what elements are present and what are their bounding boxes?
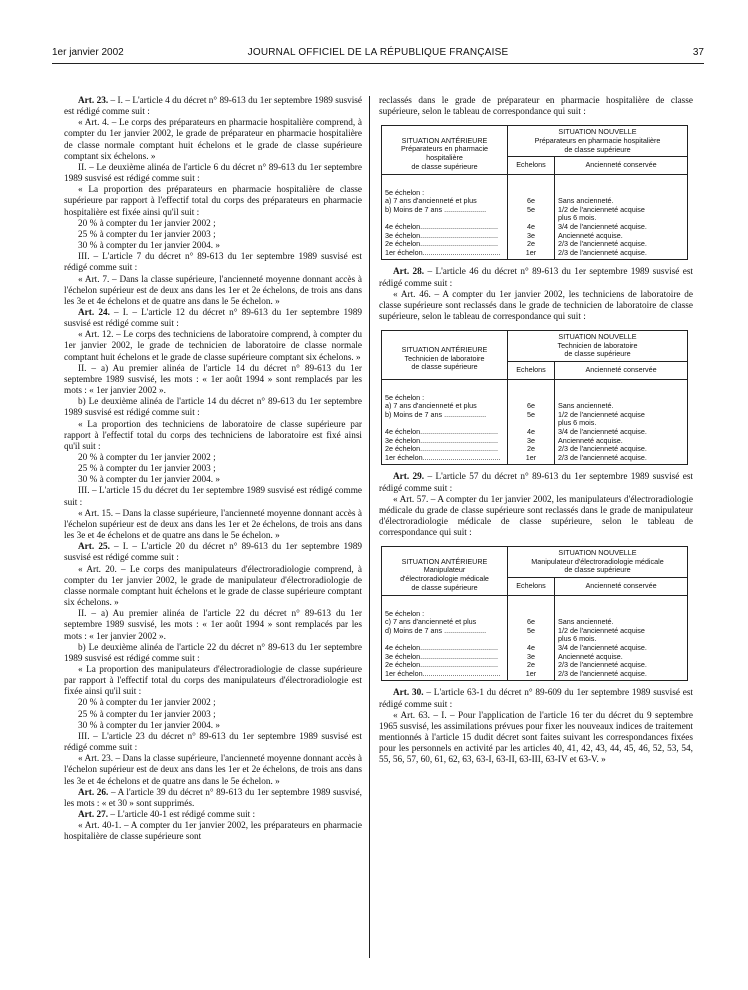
paragraph-text: « La proportion des préparateurs en pharmacie hospitalière de classe supérieure par rapport à l'effectif total du corps des préparateurs en pharmacie hospitalière est fixée ainsi qu'il suit : <box>64 185 362 218</box>
text-paragraph <box>64 754 362 787</box>
text-paragraph <box>64 163 362 185</box>
article-number: Art. 25. <box>78 542 110 553</box>
table-cell <box>558 394 684 403</box>
table-cell <box>511 635 551 644</box>
table-cell: 3/4 de l'ancienneté acquise. <box>558 427 647 436</box>
table-cell: 1/2 de l'ancienneté acquise <box>558 626 645 635</box>
article-paragraph <box>64 542 362 564</box>
header-line: SITUATION ANTÉRIEURE <box>401 135 488 145</box>
table-cell <box>385 214 504 223</box>
text-paragraph <box>64 420 362 453</box>
paragraph-text: 20 % à compter du 1er janvier 2002 ; <box>78 218 216 229</box>
col-body-echelons <box>508 595 555 681</box>
paragraph-text: « Art. 23. – Dans la classe supérieure, l'ancienneté moyenne donnant accès à l'échelon supérieur est de deux ans dans les 1er et 2e échelons, de trois ans dans les 3e et 4e échelons et de quatre ans dans le 5e échelon. » <box>64 754 362 787</box>
table-cell: 3e <box>527 652 535 661</box>
table-cell: 3e <box>527 436 535 445</box>
column-divider <box>369 96 370 958</box>
paragraph-text: 25 % à compter du 1er janvier 2003 ; <box>78 464 216 475</box>
header-line: hospitalière <box>426 153 463 162</box>
text-paragraph <box>64 453 362 464</box>
table-cell <box>511 419 551 428</box>
paragraph-text: III. – L'article 7 du décret n° 89-613 du 1er septembre 1989 susvisé est rédigé comme suit : <box>64 252 362 274</box>
table-cell: 3/4 de l'ancienneté acquise. <box>558 644 647 653</box>
col-body-anciennete <box>555 595 688 681</box>
left-column <box>64 96 362 843</box>
table-cell: 5e <box>527 410 535 419</box>
paragraph-text: « La proportion des manipulateurs d'électroradiologie de classe supérieure par rapport à l'effectif total du corps des manipulateurs d'électroradiologie est fixée ainsi qu'il suit : <box>64 664 362 698</box>
header-nouvelle <box>508 547 688 578</box>
paragraph-text: – A l'article 39 du décret n° 89-613 du 1er septembre 1989 susvisé, les mots : « et 30 » sont supprimés. <box>64 787 362 809</box>
page-header <box>52 47 704 61</box>
text-paragraph <box>64 330 362 363</box>
paragraph-text: b) Le deuxième alinéa de l'article 14 du décret n° 89-613 du 1er septembre 1989 susvisé est rédigé comme suit : <box>64 397 362 419</box>
table-cell: 1/2 de l'ancienneté acquise <box>558 410 645 419</box>
correspondence-table <box>381 125 688 260</box>
article-paragraph <box>64 308 362 330</box>
header-nouvelle <box>508 331 688 362</box>
paragraph-text: « Art. 15. – Dans la classe supérieure, l'ancienneté moyenne donnant accès à l'échelon supérieur est de deux ans dans les 1er et 2e échelons, de trois ans dans les 3e et 4e échelons et de quatre ans dans le 5e échelon. » <box>64 508 362 542</box>
article-number: Art. 26. <box>78 787 109 798</box>
right-column <box>379 96 693 767</box>
header-line: de classe supérieure <box>411 582 478 592</box>
table-cell: 6e <box>527 197 535 206</box>
table-cell: 6e <box>527 618 535 627</box>
table-cell: 4e <box>527 427 535 436</box>
table-cell: 2/3 de l'ancienneté acquise. <box>558 669 647 678</box>
table-cell: 5e échelon : <box>385 609 425 618</box>
paragraph-text: « Art. 20. – Le corps des manipulateurs d'électroradiologie comprend, à compter du 1er janvier 2002, le grade de manipulateur d'électroradiologie de classe normale comptant huit échelons et le grade de classe supérieure comptant six échelons. » <box>64 564 362 609</box>
header-line: Manipulateur <box>423 565 466 575</box>
col-body-ancienne <box>382 379 508 465</box>
text-paragraph <box>64 185 362 218</box>
text-paragraph <box>64 118 362 163</box>
article-paragraph: Art. 28. – L'article 46 du décret n° 89-613 du 1er septembre 1989 susvisé est rédigé comme suit : <box>379 267 693 289</box>
article-number: Art. 24. <box>78 307 110 318</box>
header-line: de classe supérieure <box>411 362 478 372</box>
table-cell: Ancienneté acquise. <box>558 652 623 661</box>
table-cell: plus 6 mois. <box>558 635 597 644</box>
paragraph-text: 25 % à compter du 1er janvier 2003 ; <box>78 709 216 720</box>
text-paragraph <box>64 252 362 274</box>
col-body-anciennete <box>555 379 688 465</box>
table-cell: 6e <box>527 402 535 411</box>
table-cell: 2/3 de l'ancienneté acquise. <box>558 445 647 454</box>
table-cell <box>558 189 684 198</box>
paragraph-text: III. – L'article 23 du décret n° 89-613 du 1er septembre 1989 susvisé est rédigé comme suit : <box>64 731 362 754</box>
table-cell: Ancienneté acquise. <box>558 231 623 240</box>
table-cell: Ancienneté acquise. <box>558 436 623 445</box>
table-cell <box>385 635 504 644</box>
paragraph-text: – I. – L'article 4 du décret n° 89-613 du 1er septembre 1989 susvisé est rédigé comme suit : <box>64 96 362 118</box>
article-paragraph: « Art. 46. – A compter du 1er janvier 2002, les techniciens de laboratoire de classe supérieure sont reclassés dans le grade de technicien de laboratoire de classe supérieure, selon le tableau de correspondance qui suit : <box>379 289 693 323</box>
text-paragraph <box>64 698 362 709</box>
text-paragraph <box>64 397 362 419</box>
col-body-ancienne <box>382 174 508 260</box>
header-date: 1er janvier 2002 <box>52 47 124 58</box>
table-cell: c) 7 ans d'ancienneté et plus <box>385 618 477 627</box>
paragraph-text: « La proportion des techniciens de laboratoire de classe supérieure par rapport à l'effectif total du corps des techniciens de laboratoire est fixé ainsi qu'il suit : <box>64 419 362 452</box>
paragraph-text: 25 % à compter du 1er janvier 2003 ; <box>78 229 216 240</box>
col-body-ancienne <box>382 595 508 681</box>
table-cell: 5e échelon : <box>385 393 425 402</box>
header-line: Préparateurs en pharmacie hospitalière <box>534 135 661 145</box>
text-paragraph <box>64 230 362 241</box>
table-cell: 2e échelon....................................... <box>385 445 499 454</box>
correspondence-table <box>381 546 688 681</box>
table-cell: 4e échelon....................................... <box>385 427 499 436</box>
header-ancienne <box>382 126 508 174</box>
table-cell <box>511 189 551 198</box>
header-line: de classe supérieure <box>564 565 631 575</box>
header-rule <box>52 63 704 64</box>
header-line: Technicien de laboratoire <box>557 340 638 350</box>
text-paragraph <box>64 464 362 475</box>
table-cell: 2/3 de l'ancienneté acquise. <box>558 661 647 670</box>
col-echelons: Echelons <box>508 362 555 380</box>
journal-title: JOURNAL OFFICIEL DE LA RÉPUBLIQUE FRANÇAISE <box>247 47 509 58</box>
table-cell: 3e échelon....................................... <box>385 231 499 240</box>
header-line: Technicien de laboratoire <box>404 353 485 363</box>
article-number: Art. 23. <box>78 96 109 106</box>
table-cell: 2e <box>527 661 535 670</box>
table-cell: 1er échelon....................................... <box>385 248 501 257</box>
paragraph-text: III. – L'article 15 du décret du 1er septembre 1989 susvisé est rédigé comme suit : <box>64 486 362 508</box>
article-paragraph: « Art. 63. – I. – Pour l'application de l'article 16 ter du décret du 9 septembre 1965 susvisé, les assimilations prévues pour fixer les nouveaux indices de traitement mentionnés à l'article 15 dudit décret sont faites suivant les correspondances fixées pour les personnels en activité par les articles 40, 41, 42, 43, 44, 45, 46, 52, 53, 54, 55, 56, 57, 60, 61, 62, 63, 63-I, 63-II, 63-III, 63-IV et 63-V. » <box>379 710 693 766</box>
table-cell: 4e échelon....................................... <box>385 644 499 653</box>
table-cell: 3e échelon....................................... <box>385 436 499 445</box>
header-line: Préparateurs en pharmacie <box>400 144 489 154</box>
table-cell: 5e échelon : <box>385 188 425 197</box>
table-cell: plus 6 mois. <box>558 214 597 223</box>
table-cell: 3/4 de l'ancienneté acquise. <box>558 223 647 232</box>
paragraph-text: II. – a) Au premier alinéa de l'article 14 du décret n° 89-613 du 1er septembre 1989 susvisé, les mots : « 1er août 1994 » sont remplacés par les mots : « 1er janvier 2002 ». <box>64 363 362 397</box>
table-cell <box>385 419 504 428</box>
text-paragraph <box>64 732 362 754</box>
paragraph-text: – I. – L'article 20 du décret n° 89-613 du 1er septembre 1989 susvisé est rédigé comme suit : <box>64 542 362 564</box>
text-paragraph <box>64 475 362 486</box>
paragraph-text: « Art. 7. – Dans la classe supérieure, l'ancienneté moyenne donnant accès à l'échelon supérieur est de deux ans dans les 1er et 2e échelons, de trois ans dans les 3e et 4e échelons et de quatre ans dans le 5e échelon. » <box>64 274 362 307</box>
text-paragraph <box>64 486 362 508</box>
col-body-echelons <box>508 174 555 260</box>
header-line: de classe supérieure <box>564 349 631 359</box>
article-paragraph <box>64 810 362 821</box>
header-line: SITUATION NOUVELLE <box>558 332 637 342</box>
table-cell: 2e échelon....................................... <box>385 661 499 670</box>
table-cell: 2/3 de l'ancienneté acquise. <box>558 453 647 462</box>
table-cell: 2e <box>527 240 535 249</box>
table-cell: 1/2 de l'ancienneté acquise <box>558 205 645 214</box>
header-line: de classe supérieure <box>564 144 631 154</box>
table-cell <box>511 610 551 619</box>
article-paragraph: « Art. 57. – A compter du 1er janvier 2002, les manipulateurs d'électroradiologie médicale du grade de classe supérieure sont reclassés dans le grade de manipulateur d'électroradiologie médicale de classe supérieure, selon le tableau de correspondance qui suit : <box>379 494 693 539</box>
table-cell: d) Moins de 7 ans ..................... <box>385 626 487 635</box>
paragraph-text: b) Le deuxième alinéa de l'article 22 du décret n° 89-613 du 1er septembre 1989 susvisé est rédigé comme suit : <box>64 642 362 664</box>
header-line: SITUATION ANTÉRIEURE <box>401 345 488 355</box>
header-line: d'électroradiologie médicale <box>400 573 489 583</box>
header-ancienne <box>382 331 508 379</box>
table-cell: 3e <box>527 231 535 240</box>
table-cell: 1er échelon....................................... <box>385 453 501 462</box>
text-paragraph <box>64 241 362 252</box>
table-cell: 1er <box>525 669 537 678</box>
paragraph-text: 30 % à compter du 1er janvier 2004. » <box>78 720 221 731</box>
page-number: 37 <box>692 47 704 58</box>
paragraph-text: « Art. 40-1. – A compter du 1er janvier 2002, les préparateurs en pharmacie hospitalière de classe supérieure sont <box>64 821 362 843</box>
header-line: SITUATION ANTÉRIEURE <box>401 556 488 566</box>
paragraph-text: – I. – L'article 12 du décret n° 89-613 du 1er septembre 1989 susvisé est rédigé comme suit : <box>64 307 362 330</box>
paragraph-text: 30 % à compter du 1er janvier 2004. » <box>78 475 221 486</box>
article-paragraph <box>64 788 362 810</box>
correspondence-table <box>381 330 688 465</box>
table-cell: 4e <box>527 644 535 653</box>
table-cell: a) 7 ans d'ancienneté et plus <box>385 402 477 411</box>
col-anciennete: Ancienneté conservée <box>555 578 688 596</box>
table-cell: 1er échelon....................................... <box>385 669 501 678</box>
table-cell: 4e échelon....................................... <box>385 223 499 232</box>
col-echelons: Echelons <box>508 157 555 175</box>
table-cell: 1er <box>525 248 537 257</box>
article-paragraph: Art. 30. – L'article 63-1 du décret n° 89-609 du 1er septembre 1989 susvisé est rédigé comme suit : <box>379 688 694 710</box>
col-body-anciennete <box>555 174 688 260</box>
table-cell: 2/3 de l'ancienneté acquise. <box>558 248 647 257</box>
col-anciennete: Ancienneté conservée <box>555 362 688 380</box>
paragraph-text: « Art. 4. – Le corps des préparateurs en pharmacie hospitalière comprend, à compter du 1er janvier 2002, le grade de préparateur en pharmacie hospitalière de classe normale comptant huit échelons et le grade de classe supérieure comptant six échelons. » <box>64 118 362 162</box>
table-cell: plus 6 mois. <box>558 419 597 428</box>
text-paragraph <box>64 643 362 665</box>
text-paragraph <box>64 821 362 843</box>
header-nouvelle <box>508 126 688 157</box>
col-anciennete: Ancienneté conservée <box>555 157 688 175</box>
table-cell: 2e échelon....................................... <box>385 240 499 249</box>
table-cell: Sans ancienneté. <box>558 402 614 411</box>
table-cell: a) 7 ans d'ancienneté et plus <box>385 197 477 206</box>
table-cell: Sans ancienneté. <box>558 197 614 206</box>
text-paragraph <box>64 710 362 721</box>
text-paragraph <box>64 364 362 397</box>
paragraph-text: 30 % à compter du 1er janvier 2004. » <box>78 241 221 252</box>
table-cell: Sans ancienneté. <box>558 618 614 627</box>
header-line: de classe supérieure <box>411 161 478 171</box>
paragraph-text: 20 % à compter du 1er janvier 2002 ; <box>78 698 216 709</box>
paragraph-text: – L'article 40-1 est rédigé comme suit : <box>108 810 256 820</box>
header-line: SITUATION NOUVELLE <box>558 548 637 558</box>
header-ancienne <box>382 547 508 595</box>
col-echelons: Echelons <box>508 578 555 596</box>
table-cell: 3e échelon....................................... <box>385 652 499 661</box>
paragraph-text: II. – a) Au premier alinéa de l'article 22 du décret n° 89-613 du 1er septembre 1989 susvisé, les mots : « 1er août 1994 » sont remplacés par les mots : « 1er janvier 2002 ». <box>64 609 362 642</box>
col-body-echelons <box>508 379 555 465</box>
header-line: SITUATION NOUVELLE <box>558 127 637 137</box>
table-cell: 5e <box>527 205 535 214</box>
header-line: Manipulateur d'électroradiologie médicale <box>531 556 664 566</box>
text-paragraph <box>64 509 362 542</box>
text-paragraph <box>64 721 362 732</box>
article-paragraph <box>64 96 362 118</box>
table-cell: 2e <box>527 445 535 454</box>
table-cell: 2/3 de l'ancienneté acquise. <box>558 240 647 249</box>
text-paragraph <box>64 275 362 308</box>
paragraph-text: II. – Le deuxième alinéa de l'article 6 du décret n° 89-613 du 1er septembre 1989 susvisé est rédigé comme suit : <box>64 162 362 185</box>
continued-paragraph: reclassés dans le grade de préparateur en pharmacie hospitalière de classe supérieure, selon le tableau de correspondance qui suit : <box>379 96 693 118</box>
table-cell <box>511 214 551 223</box>
text-paragraph <box>64 219 362 230</box>
table-cell: 4e <box>527 223 535 232</box>
table-cell: 5e <box>527 626 535 635</box>
table-cell: 1er <box>525 453 537 462</box>
paragraph-text: 20 % à compter du 1er janvier 2002 ; <box>78 453 216 463</box>
table-cell: b) Moins de 7 ans ..................... <box>385 205 487 214</box>
table-cell: b) Moins de 7 ans ..................... <box>385 410 487 419</box>
article-number: Art. 27. <box>78 810 109 820</box>
paragraph-text: « Art. 12. – Le corps des techniciens de laboratoire comprend, à compter du 1er janvier 2002, le grade de technicien de laboratoire de classe normale comptant huit échelons et le grade de classe supérieure comptant six échelons. » <box>64 330 362 363</box>
table-cell <box>511 394 551 403</box>
text-paragraph <box>64 609 362 642</box>
article-paragraph: Art. 29. – L'article 57 du décret n° 89-613 du 1er septembre 1989 susvisé est rédigé comme suit : <box>379 472 693 494</box>
text-paragraph <box>64 565 362 610</box>
text-paragraph <box>64 665 362 698</box>
table-cell <box>558 610 684 619</box>
